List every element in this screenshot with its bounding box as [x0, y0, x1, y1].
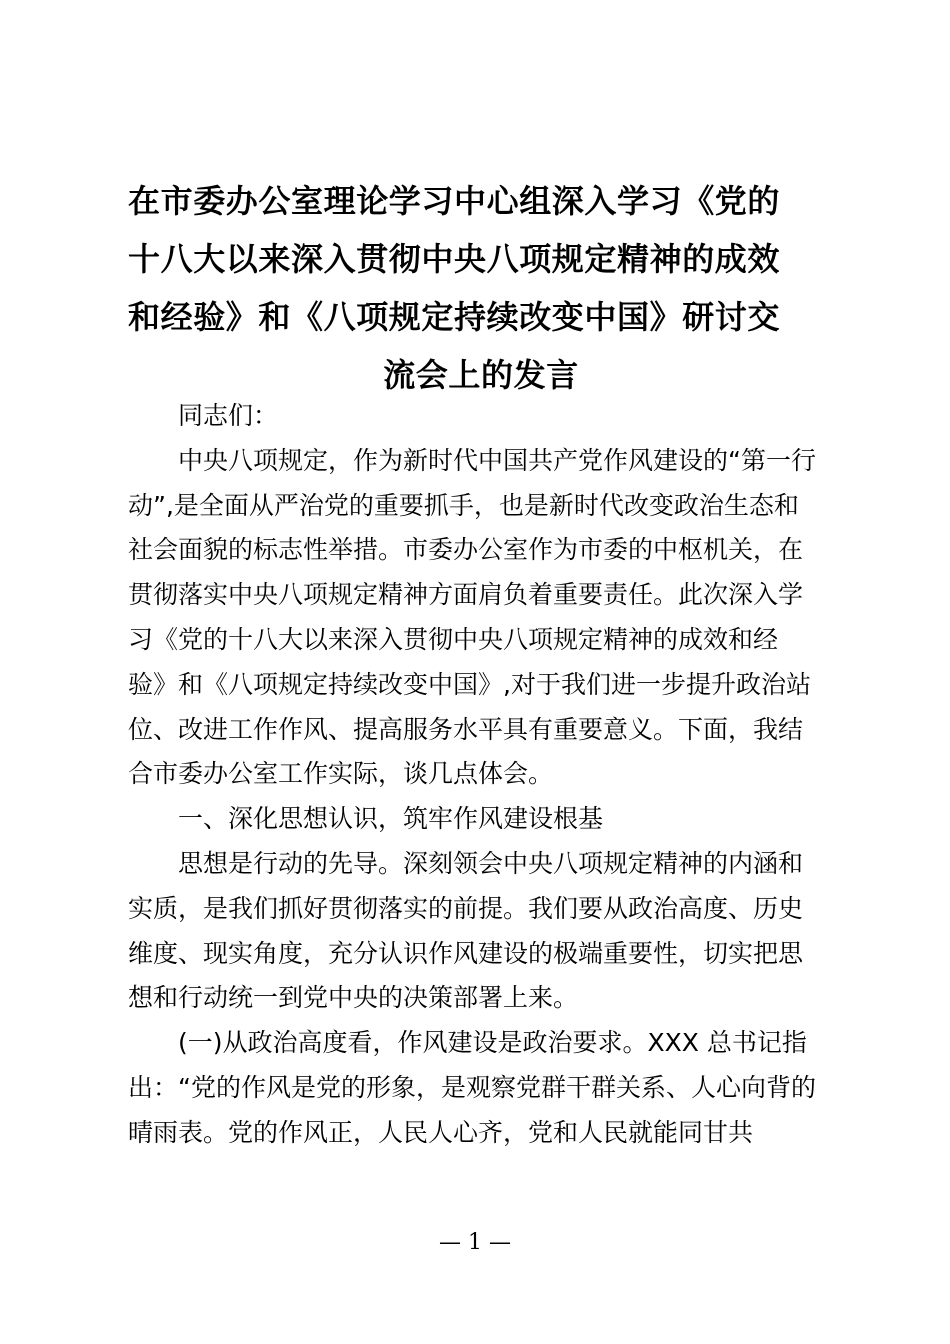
body-line: 思想是行动的先导。深刻领会中央八项规定精神的内涵和: [178, 848, 804, 878]
section-heading: 一、深化思想认识，筑牢作风建设根基: [178, 804, 604, 834]
body-line: 出：“党的作风是党的形象，是观察党群干群关系、人心向背的: [128, 1072, 816, 1102]
body-line: 习《党的十八大以来深入贯彻中央八项规定精神的成效和经: [128, 624, 779, 654]
body-line: 晴雨表。党的作风正，人民人心齐，党和人民就能同甘共: [128, 1117, 754, 1147]
body-line: 想和行动统一到党中央的决策部署上来。: [128, 983, 579, 1013]
body-line: 动”,是全面从严治党的重要抓手，也是新时代改变政治生态和: [128, 490, 799, 520]
subsection-line: (一)从政治高度看，作风建设是政治要求。XXX 总书记指: [178, 1028, 807, 1058]
body-line: 贯彻落实中央八项规定精神方面肩负着重要责任。此次深入学: [128, 580, 804, 610]
document-body: [128, 394, 834, 1156]
title-line: 十八大以来深入贯彻中央八项规定精神的成效: [128, 240, 781, 278]
title-line: 在市委办公室理论学习中心组深入学习《党的: [128, 182, 781, 220]
body-line: 维度、现实角度，充分认识作风建设的极端重要性，切实把思: [128, 938, 804, 968]
body-line: 合市委办公室工作实际，谈几点体会。: [128, 759, 554, 789]
body-line: 位、改进工作作风、提高服务水平具有重要意义。下面，我结: [128, 714, 804, 744]
body-line: 社会面貌的标志性举措。市委办公室作为市委的中枢机关，在: [128, 535, 804, 565]
body-line: 验》和《八项规定持续改变中国》,对于我们进一步提升政治站: [128, 669, 811, 699]
page-number: — 1 —: [439, 1230, 511, 1255]
document-title: [128, 172, 834, 404]
body-line: 实质，是我们抓好贯彻落实的前提。我们要从政治高度、历史: [128, 893, 804, 923]
body-line: 中央八项规定，作为新时代中国共产党作风建设的“第一行: [178, 445, 816, 475]
salutation: 同志们：: [178, 401, 279, 430]
title-line: 和经验》和《八项规定持续改变中国》研讨交: [128, 298, 781, 336]
title-line: 流会上的发言: [383, 356, 579, 394]
